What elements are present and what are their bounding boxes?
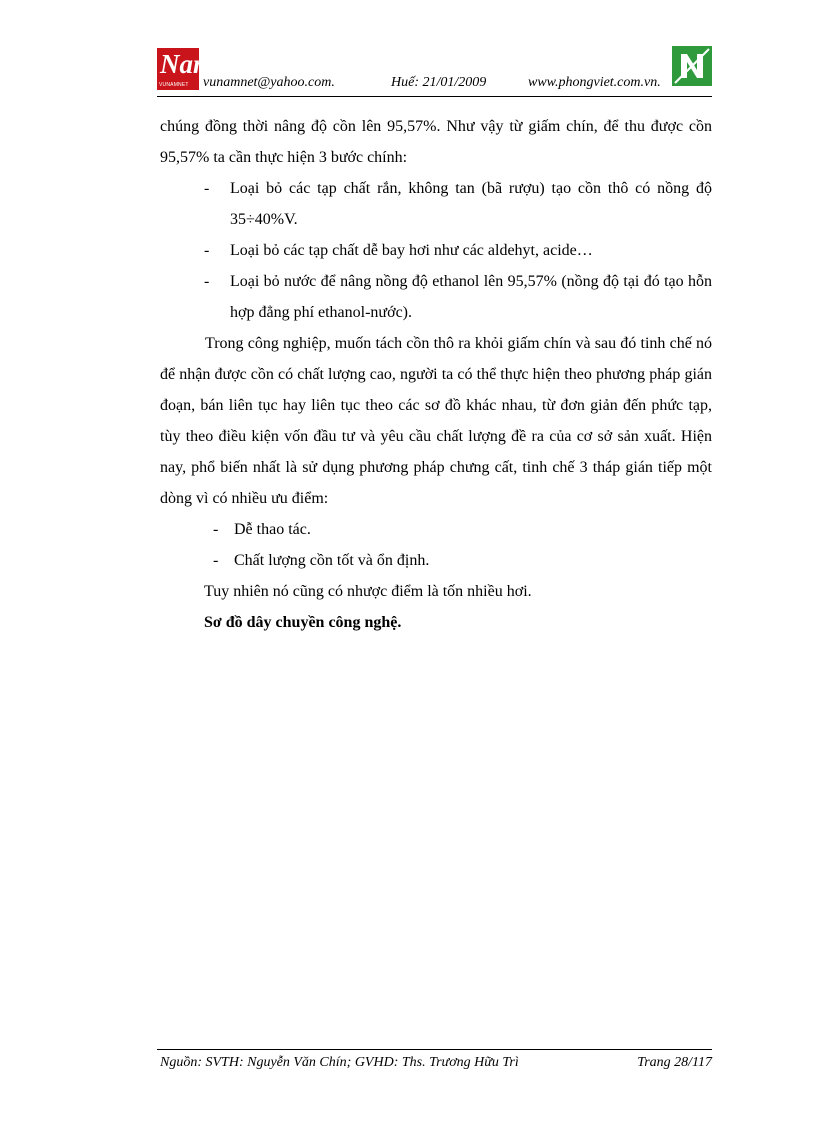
list-item: - Chất lượng cồn tốt và ổn định. — [213, 552, 430, 569]
header-email: vunamnet@yahoo.com. — [203, 75, 335, 90]
paragraph-intro: chúng đồng thời nâng độ cồn lên 95,57%. Như vậy từ giấm chín, để thu được cồn 95,57% ta cần thực hiện 3 bước chính: — [160, 118, 712, 166]
phongviet-logo-graphic — [672, 46, 712, 86]
vunamnet-logo-icon — [157, 48, 214, 90]
page-number: Trang 28/117 — [637, 1055, 712, 1070]
list-item: - Dễ thao tác. — [213, 521, 311, 538]
page-header — [157, 44, 712, 97]
step-text: Loại bỏ nước để nâng nồng độ ethanol lên 95,57% (nồng độ tại đó tạo hỗn hợp đẳng phí ethanol-nước). — [230, 273, 712, 321]
list-item: - Loại bỏ các tạp chất rắn, không tan (bã rượu) tạo cồn thô có nồng độ 35÷40%V. — [204, 180, 712, 228]
step-text: Loại bỏ các tạp chất rắn, không tan (bã rượu) tạo cồn thô có nồng độ 35÷40%V. — [230, 180, 712, 228]
paragraph-method: Trong công nghiệp, muốn tách cồn thô ra khỏi giấm chín và sau đó tinh chế nó để nhận được cồn có chất lượng cao, người ta có thể thực hiện theo phương pháp gián đoạn, bán liên tục hay liên tục theo các sơ đồ khác nhau, từ đơn giản đến phức tạp, tùy theo điều kiện vốn đầu tư và yêu cầu chất lượng đề ra của cơ sở sản xuất. Hiện nay, phổ biến nhất là sử dụng phương pháp chưng cất, tinh chế 3 tháp gián tiếp một dòng vì có nhiều ưu điểm: — [160, 335, 712, 507]
section-heading: Sơ đồ dây chuyền công nghệ. — [204, 614, 402, 631]
logo-left-small-text: VUNAMNET — [159, 82, 189, 88]
list-item: - Loại bỏ nước để nâng nồng độ ethanol lên 95,57% (nồng độ tại đó tạo hỗn hợp đẳng phí ethanol-nước). — [204, 273, 712, 321]
advantage-text: Dễ thao tác. — [234, 521, 311, 538]
logo-left-text: Nam — [160, 49, 214, 79]
list-item: - Loại bỏ các tạp chất dễ bay hơi như các aldehyt, acide… — [204, 242, 593, 259]
footer-source: Nguồn: SVTH: Nguyễn Văn Chín; GVHD: Ths. Trương Hữu Trì — [160, 1055, 519, 1070]
page-footer — [157, 1049, 712, 1074]
header-place-date: Huế: 21/01/2009 — [391, 75, 487, 90]
page-body — [160, 111, 712, 638]
advantage-text: Chất lượng cồn tốt và ổn định. — [234, 552, 430, 569]
step-text: Loại bỏ các tạp chất dễ bay hơi như các aldehyt, acide… — [230, 242, 593, 259]
header-website: www.phongviet.com.vn. — [528, 75, 661, 90]
phongviet-logo-icon — [672, 46, 712, 86]
paragraph-drawback: Tuy nhiên nó cũng có nhược điểm là tốn nhiều hơi. — [204, 583, 532, 600]
